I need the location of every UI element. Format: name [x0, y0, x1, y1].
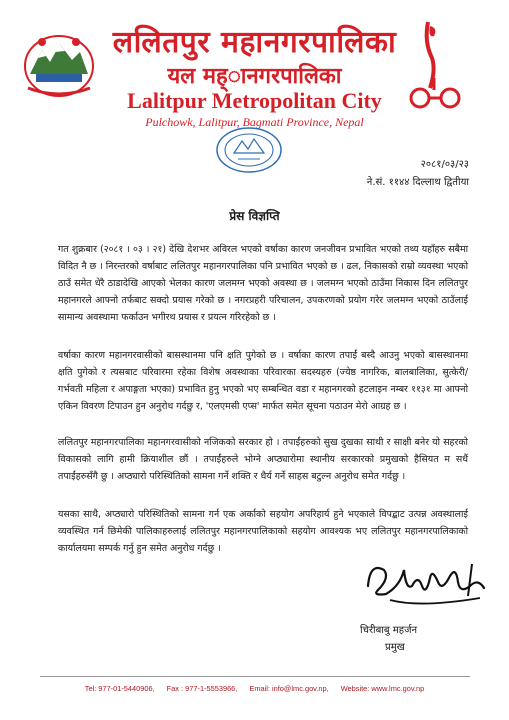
body-paragraph: वर्षाका कारण महानगरवासीको बासस्थानमा पनि क्षति पुगेको छ । वर्षाका कारण तपाईं बस्दै आउनु भएको बासस्थानमा क्षति पुगेको र त्यसबाट परिवारमा रहेका विशेष अवस्थाका परिवारका सदस्यहरु (ज्येष्ठ नागरिक, बालबालिका, सुत्केरी/ गर्भवती महिला र अपाङ्गता भएका) प्रभावित हुनु भएको भए सम्बन्धित वडा र महानगरको हटलाइन नम्बर ११३१ मा आफ्नो एकिन विवरण टिपाउन हुन अनुरोध गर्दछु र, 'एलएमसी एप्स' मार्फत समेत सूचना पठाउन मेरो आग्रह छ । — [58, 350, 468, 413]
official-stamp-icon — [214, 125, 284, 175]
org-name-nepali: ललितपुर महानगरपालिका — [112, 25, 397, 60]
footer-fax: Fax : 977-1-5553966, — [166, 684, 238, 693]
signer-name: चिरीबाबु महर्जन — [360, 625, 418, 636]
body-paragraph: ललितपुर महानगरपालिका महानगरवासीको नजिकको सरकार हो । तपाईंहरुको सुख दुखका साथी र साक्षी बनेर यो सहरको विकासको लागि हामी क्रियाशील छौं । तपाईंहरुले भोग्ने अप्ठ्यारोमा स्थानीय सरकारको प्रमुखको हैसियत म सधैं तपाईंहरुसँगै छु । अप्ठ्यारो परिस्थितिको सामना गर्ने शक्ति र धैर्य गर्ने साहस बटुल्न अनुरोध समेत गर्दछु । — [58, 437, 468, 483]
org-address: Pulchowk, Lalitpur, Bagmati Province, Nepal — [145, 115, 364, 129]
nepal-sambat-date: ने.सं. ११४४ दिल्लाथ द्वितीया — [366, 177, 469, 188]
footer-email[interactable]: Email: info@lmc.gov.np, — [249, 684, 329, 693]
signer-title: प्रमुख — [385, 642, 405, 653]
footer-contact — [0, 684, 509, 693]
org-name-english: Lalitpur Metropolitan City — [127, 88, 382, 113]
document-title: प्रेस विज्ञप्ति — [229, 209, 280, 223]
footer-website[interactable]: Website: www.lmc.gov.np — [340, 684, 425, 693]
org-name-newari: यल मह्ानगरपालिका — [167, 63, 342, 89]
footer-divider — [40, 676, 470, 677]
footer-tel: Tel: 977-01-5440906, — [84, 684, 155, 693]
body-paragraph: यसका साथै, अप्ठ्यारो परिस्थितिको सामना गर्न एक अर्काको सहयोग अपरिहार्य हुने भएकाले विपद्बाट उत्पन्न अवस्थालाई व्यवस्थित गर्न छिमेकी पालिकाहरुलाई ललितपुर महानगरपालिकाको सहयोग आवश्यक भए ललितपुर महानगरपालिकाको कार्यालयमा सम्पर्क गर्नु हुन समेत अनुरोध गर्दछु । — [58, 509, 468, 555]
city-symbol-icon — [406, 18, 478, 114]
signature-icon — [360, 556, 500, 618]
document-date: २०८१/०३/२३ — [420, 159, 469, 170]
body-paragraph: गत शुक्रबार (२०८१ । ०३ । २१) देखि देशभर अविरल भएको वर्षाका कारण जनजीवन प्रभावित भएको तथ्य यहाँहरु सबैमा विदित नै छ । निरन्तरको वर्षाबाट ललितपुर महानगरपालिका पनि प्रभावित भएको छ । ढल, निकासको राम्रो व्यवस्था भएको ठाउँ समेत धेरै ठाडादेखि आएको भेलका कारण जलमग्न भएको अवस्था छ । जलमग्न भएको ठाउँमा निकास दिन ललितपुर महानगरले आफ्नो तर्फबाट सक्दो प्रयास गरेको छ । नगरप्रहरी परिचालन, उपकरणको प्रयोग गरेर जलमग्न भएको ठाउँलाई सामान्य अवस्थामा फर्काउन भगीरथ प्रयास र प्रयत्न गरिरहेको छ । — [58, 244, 468, 324]
